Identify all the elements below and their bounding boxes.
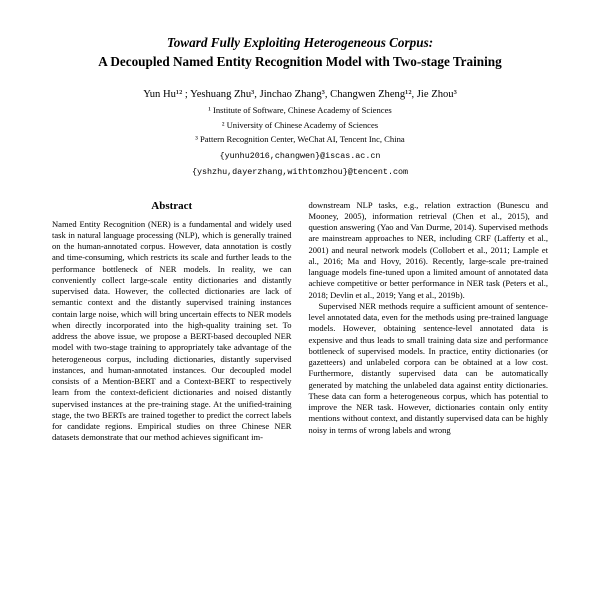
abstract-paragraph: Named Entity Recognition (NER) is a fundamental and widely used task in natural language processing (NLP), which is generally trained on the human-annotated corpus. However, data annotation is costly and time-consuming, which restricts its scale and further leads to the performance bottleneck of NER models. In reality, we can conveniently collect large-scale entity dictionaries and distantly supervised data. However, the collected dictionaries are lack of semantic context and the distantly supervised training instances contain large noise, which will bring uncertain effects to NER models when directly incorporated into the high-quality training set. To address the above issue, we propose a BERT-based decoupled NER model with two-stage training to appropriately take advantage of the heterogeneous corpus, including dictionaries, distantly supervised instances, and human-annotated instances. Our decoupled model consists of a Mention-BERT and a Context-BERT to respectively learn from the context-deficient dictionaries and noised distantly supervised instances at the pre-training stage. At the unified-training stage, the two BERTs are trained together to predict the correct labels for candidate regions. Empirical studies on three Chinese NER datasets demonstrate that our method achieves significant im- [52,218,292,443]
left-column [52,200,292,444]
affiliation-1: ¹ Institute of Software, Chinese Academy of Sciences [208,105,392,115]
intro-paragraph-1: downstream NLP tasks, e.g., relation extraction (Bunescu and Mooney, 2005), information retrieval (Chen et al., 2015), and question answering (Yao and Van Durme, 2014). Supervised methods are mainstream approaches to NER, including CRF (Lafferty et al., 2001) and neural network models (Collobert et al., 2011; Lample et al., 2016; Ma and Hovy, 2016). Recently, large-scale pre-trained language models fine-tuned upon a limited amount of annotated data achieve competitive or better performance in NER task (Peters et al., 2018; Devlin et al., 2019; Yang et al., 2019b). [308,199,548,300]
intro-paragraph-2: Supervised NER methods require a sufficient amount of sentence-level annotated data, even for the methods using pre-trained language models. However, obtaining sentence-level annotated data is expensive and thus leads to small training data size and performance bottleneck of supervised models. In practice, entity dictionaries (or gazetteers) and unlabeled corpora can be obtained at a low cost. Furthermore, distantly supervised data can be automatically generated by matching the unlabeled data against entity dictionaries. These data can form a heterogeneous corpus, which has potential to improve the NER task. However, dictionaries contain only entity mentions without context, and distantly supervised data can be highly noisy in terms of wrong labels and wrong [308,300,548,435]
paper-title-line2: A Decoupled Named Entity Recognition Model with Two-stage Training [98,54,502,69]
two-column-body [52,200,548,444]
paper-title-line1: Toward Fully Exploiting Heterogeneous Corpus: [166,35,434,50]
email-line-2: {yshzhu,dayerzhang,withtomzhou}@tencent.com [191,166,409,177]
author-list: Yun Hu¹² ; Yeshuang Zhu³, Jinchao Zhang³, Changwen Zheng¹², Jie Zhou³ [143,89,457,100]
affiliation-3: ³ Pattern Recognition Center, WeChat AI, Tencent Inc, China [195,134,405,144]
affiliation-2: ² University of Chinese Academy of Sciences [221,119,379,130]
email-line-1: {yunhu2016,changwen}@iscas.ac.cn [219,150,381,161]
right-column [309,200,549,444]
abstract-heading: Abstract [151,199,193,212]
